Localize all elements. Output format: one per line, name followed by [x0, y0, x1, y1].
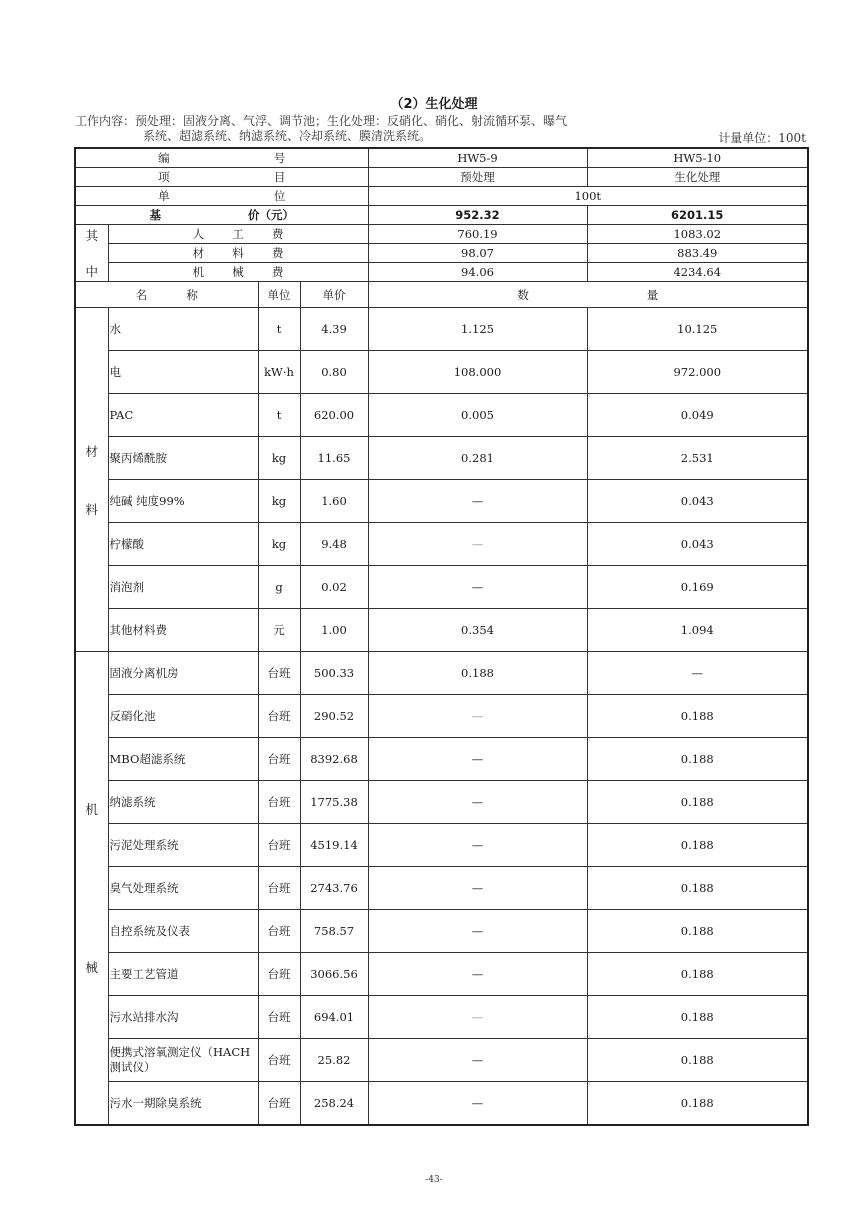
machinery-unit: 台班 — [258, 910, 300, 953]
material-price: 0.02 — [300, 566, 368, 609]
material-name: 电 — [108, 351, 258, 394]
machinery-qty-a: — — [368, 738, 587, 781]
machinery-name: 污水站排水沟 — [108, 996, 258, 1039]
code-row — [75, 148, 808, 168]
machinery-price: 3066.56 — [300, 953, 368, 996]
machinery-qty-b: 0.188 — [587, 738, 808, 781]
material-qty-a: 1.125 — [368, 308, 587, 351]
material-qty-b: 0.043 — [587, 480, 808, 523]
materials-category: 材 料 — [75, 308, 108, 652]
code-a: HW5-9 — [368, 148, 587, 168]
material-price: 620.00 — [300, 394, 368, 437]
machinery-name: 污水一期除臭系统 — [108, 1082, 258, 1126]
machinery-qty-a: — — [368, 953, 587, 996]
machinery-qty-a: — — [368, 1082, 587, 1126]
machinery-row — [75, 1082, 808, 1126]
work-content-line-1: 工作内容：预处理：固液分离、气浮、调节池；生化处理：反硝化、硝化、射流循环泵、曝气 — [75, 114, 568, 128]
material-qty-a: 108.000 — [368, 351, 587, 394]
material-unit: kg — [258, 437, 300, 480]
item-a: 预处理 — [368, 168, 587, 187]
machinery-name: 反硝化池 — [108, 695, 258, 738]
material-unit: kW·h — [258, 351, 300, 394]
material-qty-b: 0.169 — [587, 566, 808, 609]
machinery-unit: 台班 — [258, 996, 300, 1039]
machine-fee-b: 4234.64 — [587, 263, 808, 282]
item-b: 生化处理 — [587, 168, 808, 187]
material-row — [75, 308, 808, 351]
machinery-qty-b: 0.188 — [587, 953, 808, 996]
material-name: 其他材料费 — [108, 609, 258, 652]
machinery-price: 4519.14 — [300, 824, 368, 867]
machinery-qty-a: — — [368, 1039, 587, 1082]
machinery-row — [75, 652, 808, 695]
material-price: 11.65 — [300, 437, 368, 480]
material-name: PAC — [108, 394, 258, 437]
machinery-price: 2743.76 — [300, 867, 368, 910]
machinery-row — [75, 824, 808, 867]
machinery-qty-b: 0.188 — [587, 695, 808, 738]
price-header: 单价 — [300, 282, 368, 308]
material-qty-b: 1.094 — [587, 609, 808, 652]
machinery-qty-a: — — [368, 910, 587, 953]
material-qty-a: — — [368, 480, 587, 523]
labor-row — [75, 225, 808, 244]
machinery-unit: 台班 — [258, 738, 300, 781]
material-unit: kg — [258, 523, 300, 566]
material-qty-b: 2.531 — [587, 437, 808, 480]
machinery-price: 758.57 — [300, 910, 368, 953]
labor-label: 人 工 费 — [108, 225, 368, 244]
machinery-qty-a: — — [368, 867, 587, 910]
machinery-name: 臭气处理系统 — [108, 867, 258, 910]
machinery-row — [75, 695, 808, 738]
material-fee-b: 883.49 — [587, 244, 808, 263]
section-title: （2）生化处理 — [390, 97, 478, 112]
machinery-unit: 台班 — [258, 953, 300, 996]
material-row — [75, 437, 808, 480]
material-qty-a: 0.005 — [368, 394, 587, 437]
machinery-price: 500.33 — [300, 652, 368, 695]
machinery-qty-a: — — [368, 695, 587, 738]
machinery-qty-a: — — [368, 996, 587, 1039]
material-qty-b: 0.043 — [587, 523, 808, 566]
material-row — [75, 566, 808, 609]
machinery-row — [75, 910, 808, 953]
material-qty-a: 0.281 — [368, 437, 587, 480]
work-content — [75, 114, 815, 144]
machinery-qty-a: 0.188 — [368, 652, 587, 695]
machinery-qty-b: 0.188 — [587, 1039, 808, 1082]
name-header: 名 称 — [75, 282, 258, 308]
material-price: 0.80 — [300, 351, 368, 394]
material-name: 聚丙烯酰胺 — [108, 437, 258, 480]
base-price-label: 基 价（元） — [75, 206, 368, 225]
column-header-row — [75, 282, 808, 308]
material-row — [75, 351, 808, 394]
machinery-qty-a: — — [368, 781, 587, 824]
machinery-qty-b: 0.188 — [587, 1082, 808, 1126]
machinery-qty-b: 0.188 — [587, 867, 808, 910]
material-qty-a: — — [368, 566, 587, 609]
material-name: 消泡剂 — [108, 566, 258, 609]
labor-a: 760.19 — [368, 225, 587, 244]
quota-table — [74, 147, 809, 1126]
material-fee-a: 98.07 — [368, 244, 587, 263]
material-row — [75, 523, 808, 566]
machinery-qty-b: 0.188 — [587, 996, 808, 1039]
material-unit: g — [258, 566, 300, 609]
machinery-name: MBO超滤系统 — [108, 738, 258, 781]
material-row — [75, 609, 808, 652]
machinery-qty-b: 0.188 — [587, 910, 808, 953]
material-price: 1.60 — [300, 480, 368, 523]
material-fee-row — [75, 244, 808, 263]
machinery-qty-a: — — [368, 824, 587, 867]
machinery-unit: 台班 — [258, 824, 300, 867]
item-label: 项 目 — [75, 168, 368, 187]
machinery-qty-b: — — [587, 652, 808, 695]
machinery-name: 纳滤系统 — [108, 781, 258, 824]
machinery-unit: 台班 — [258, 867, 300, 910]
material-row — [75, 394, 808, 437]
machinery-name: 自控系统及仪表 — [108, 910, 258, 953]
machine-fee-row — [75, 263, 808, 282]
material-unit: t — [258, 308, 300, 351]
unit-label: 单 位 — [75, 187, 368, 206]
material-price: 4.39 — [300, 308, 368, 351]
material-fee-label: 材 料 费 — [108, 244, 368, 263]
base-price-a: 952.32 — [368, 206, 587, 225]
material-qty-b: 972.000 — [587, 351, 808, 394]
unit-row — [75, 187, 808, 206]
material-name: 柠檬酸 — [108, 523, 258, 566]
page-number: -43- — [425, 1175, 443, 1185]
material-qty-b: 10.125 — [587, 308, 808, 351]
machinery-category: 机 械 — [75, 652, 108, 1126]
item-row — [75, 168, 808, 187]
machinery-price: 258.24 — [300, 1082, 368, 1126]
machinery-price: 290.52 — [300, 695, 368, 738]
machinery-row — [75, 996, 808, 1039]
material-row — [75, 480, 808, 523]
machinery-unit: 台班 — [258, 781, 300, 824]
machinery-qty-b: 0.188 — [587, 824, 808, 867]
material-name: 纯碱 纯度99% — [108, 480, 258, 523]
machinery-row — [75, 1039, 808, 1082]
machinery-price: 694.01 — [300, 996, 368, 1039]
unit-header: 单位 — [258, 282, 300, 308]
code-label: 编 号 — [75, 148, 368, 168]
material-qty-a: — — [368, 523, 587, 566]
of-which-label: 其 中 — [75, 225, 108, 282]
machinery-row — [75, 781, 808, 824]
quantity-header: 数 量 — [368, 282, 808, 308]
machinery-name: 污泥处理系统 — [108, 824, 258, 867]
machinery-unit: 台班 — [258, 1082, 300, 1126]
unit-value: 100t — [368, 187, 808, 206]
material-qty-b: 0.049 — [587, 394, 808, 437]
material-price: 9.48 — [300, 523, 368, 566]
material-unit: kg — [258, 480, 300, 523]
machinery-price: 25.82 — [300, 1039, 368, 1082]
machinery-unit: 台班 — [258, 695, 300, 738]
material-price: 1.00 — [300, 609, 368, 652]
machinery-price: 8392.68 — [300, 738, 368, 781]
machine-fee-label: 机 械 费 — [108, 263, 368, 282]
material-name: 水 — [108, 308, 258, 351]
measurement-unit-note: 计量单位：100t — [718, 131, 806, 145]
machinery-name: 主要工艺管道 — [108, 953, 258, 996]
material-unit: t — [258, 394, 300, 437]
material-unit: 元 — [258, 609, 300, 652]
machinery-row — [75, 867, 808, 910]
machinery-unit: 台班 — [258, 1039, 300, 1082]
machinery-unit: 台班 — [258, 652, 300, 695]
base-price-row — [75, 206, 808, 225]
machinery-price: 1775.38 — [300, 781, 368, 824]
machinery-row — [75, 738, 808, 781]
work-content-line-2: 系统、超滤系统、纳滤系统、冷却系统、膜清洗系统。 — [143, 129, 432, 143]
code-b: HW5-10 — [587, 148, 808, 168]
material-qty-a: 0.354 — [368, 609, 587, 652]
base-price-b: 6201.15 — [587, 206, 808, 225]
machinery-row — [75, 953, 808, 996]
machine-fee-a: 94.06 — [368, 263, 587, 282]
machinery-name: 固液分离机房 — [108, 652, 258, 695]
labor-b: 1083.02 — [587, 225, 808, 244]
machinery-name: 便携式溶氧测定仪（HACH测试仪） — [108, 1039, 258, 1082]
machinery-qty-b: 0.188 — [587, 781, 808, 824]
